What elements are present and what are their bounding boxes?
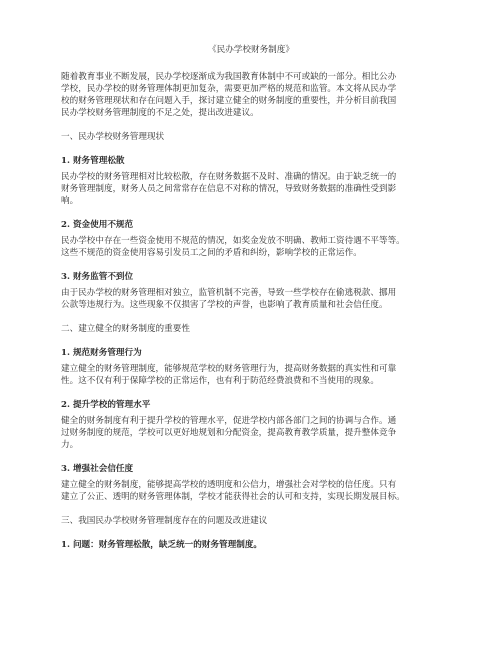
section-heading: 一、民办学校财务管理现状: [61, 132, 165, 142]
paragraph-line: 学校，民办学校的财务管理体制更加复杂，需要更加严格的规范和监管。本文将从民办学: [61, 84, 397, 94]
subsection-heading: 3. 增强社会信任度: [61, 464, 134, 474]
section-heading: 二、建立健全的财务制度的重要性: [61, 324, 190, 334]
paragraph-line: 公款等违规行为。这些现象不仅损害了学校的声誉，也影响了教育质量和社会信任度。: [61, 300, 388, 310]
paragraph-line: 建立了公正、透明的财务管理体制，学校才能获得社会的认可和支持，实现长期发展目标。: [61, 492, 405, 502]
paragraph-line: 响。: [61, 196, 79, 206]
paragraph-line: 建立健全的财务管理制度，能够规范学校的财务管理行为，提高财务数据的真实性和可靠: [61, 364, 397, 374]
document-title: 《民办学校财务制度》: [208, 45, 294, 55]
subsection-heading: 3. 财务监管不到位: [61, 272, 134, 282]
paragraph-line: 这些不规范的资金使用容易引发员工之间的矛盾和纠纷，影响学校的正常运作。: [61, 248, 362, 258]
paragraph-line: 建立健全的财务制度，能够提高学校的透明度和公信力，增强社会对学校的信任度。只有: [61, 480, 397, 490]
paragraph-line: 由于民办学校的财务管理相对独立，监管机制不完善，导致一些学校存在偷逃税款、挪用: [61, 288, 397, 298]
subsection-heading: 2. 资金使用不规范: [61, 220, 134, 230]
paragraph-line: 力。: [61, 440, 79, 450]
paragraph-line: 性。这不仅有利于保障学校的正常运作，也有利于防范经费浪费和不当使用的现象。: [61, 376, 379, 386]
paragraph-line: 民办学校的财务管理相对比较松散，存在财务数据不及时、准确的情况。由于缺乏统一的: [61, 172, 397, 182]
paragraph-line: 财务管理制度，财务人员之间常常存在信息不对称的情况，导致财务数据的准确性受到影: [61, 184, 397, 194]
paragraph-line: 校的财务管理现状和存在问题入手，探讨建立健全的财务制度的重要性，并分析目前我国: [61, 96, 397, 106]
paragraph-line: 随着教育事业不断发展，民办学校逐渐成为我国教育体制中不可或缺的一部分。相比公办: [61, 72, 397, 82]
section-heading: 三、我国民办学校财务管理制度存在的问题及改进建议: [61, 516, 268, 526]
subsection-heading: 2. 提升学校的管理水平: [61, 400, 151, 410]
paragraph-line: 民办学校中存在一些资金使用不规范的情况，如奖金发放不明确、教师工资待遇不平等等。: [61, 236, 405, 246]
paragraph-line: 健全的财务制度有利于提升学校的管理水平，促进学校内部各部门之间的协调与合作。通: [61, 416, 397, 426]
subsection-heading: 1. 财务管理松散: [61, 156, 125, 166]
subsection-heading: 1. 问题：财务管理松散，缺乏统一的财务管理制度。: [61, 540, 263, 550]
paragraph-line: 过财务制度的规范，学校可以更好地规划和分配资金，提高教育教学质量，提升整体竞争: [61, 428, 397, 438]
subsection-heading: 1. 规范财务管理行为: [61, 348, 142, 358]
paragraph-line: 民办学校财务管理制度的不足之处，提出改进建议。: [61, 108, 259, 118]
